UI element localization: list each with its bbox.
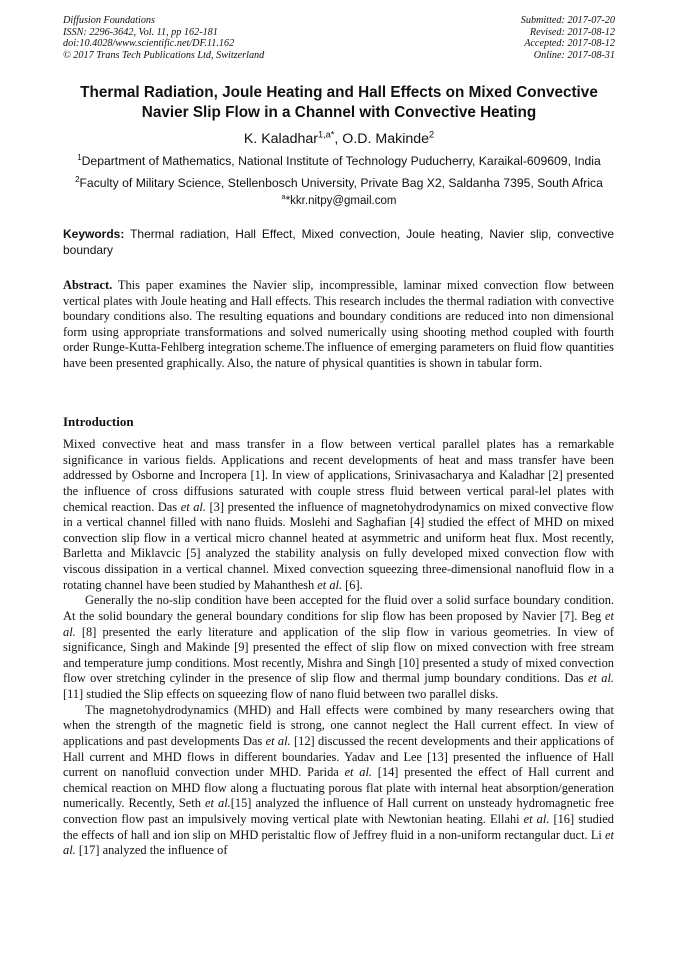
- abstract-label: Abstract.: [63, 278, 113, 292]
- introduction-body: [63, 437, 614, 859]
- journal-copyright: © 2017 Trans Tech Publications Ltd, Switzerland: [63, 49, 265, 61]
- author-superscript: 2: [429, 129, 435, 140]
- date-submitted: Submitted: 2017-07-20: [520, 15, 615, 26]
- author-list: [0, 131, 678, 147]
- text-run: Generally the no-slip condition have been accepted for the fluid over a solid surface boundary condition. At the solid boundary the general boundary conditions for slip flow has been proposed by Navier [7]. Beg: [63, 593, 614, 623]
- keywords-label: Keywords:: [63, 227, 125, 241]
- affiliation-text: Department of Mathematics, National Institute of Technology Puducherry, Karaikal-609609, India: [81, 154, 601, 168]
- text-run: The magnetohydrodynamics (MHD) and Hall effects were combined by many researchers owing that when the strength of the magnetic field is strong, one cannot neglect the Hall current effect. In view of applications and past developments Das: [63, 702, 614, 748]
- italic-run: et al.: [63, 608, 614, 639]
- abstract: [63, 278, 614, 372]
- paper-title: Thermal Radiation, Joule Heating and Hall Effects on Mixed Convective Navier Slip Flow in a Channel with Convective Heating: [80, 84, 598, 121]
- email-superscript: a: [281, 192, 286, 202]
- journal-info: [63, 15, 264, 61]
- author-separator: ,: [334, 131, 343, 147]
- affiliation-superscript: 2: [75, 174, 80, 184]
- italic-run: et al.: [63, 827, 614, 858]
- keywords: [63, 227, 614, 258]
- text-run: [14] presented the effect of Hall current and chemical reaction on MHD flow along a fluctuating porous flat plate with internal heat absorption/generation numerically. Recently, Seth: [63, 765, 614, 811]
- abstract-text: This paper examines the Navier slip, incompressible, laminar mixed convection flow between vertical plates with Joule heating and Hall effects. This research includes the thermal radiation with convective boundary conditions also. The resulting equations and boundary conditions are reduced into non dimensional form using appropriate transformations and solved numerically using shooting method coupled with fourth order Runge-Kutta-Fehlberg integration scheme.The influence of emerging parameters on fluid flow quantities have been presented graphically. Also, the nature of physical quantities is shown in tabular form.: [63, 278, 614, 370]
- italic-run: et al.: [180, 499, 206, 514]
- text-run: [16] studied the effects of hall and ion slip on MHD peristaltic flow of Jeffrey fluid in a non-uniform rectangular duct. Li: [63, 812, 614, 842]
- text-run: [6].: [342, 577, 363, 592]
- italic-run: et al.: [317, 577, 343, 592]
- text-run: [8] presented the early literature and application of the slip flow in various geometries. In view of significance, Singh and Makinde [9] presented the effect of slip flow on mixed convection with free stream and temperature jump conditions. Most recently, Mishra and Singh [10] presented a study of mixed convection flow over stretching cylinder in the presence of slip flow and thermal jump boundary conditions. Das: [63, 624, 614, 686]
- affiliation-1: [0, 154, 678, 168]
- italic-run: et al.: [523, 812, 550, 826]
- text-run: [17] analyzed the influence of: [75, 843, 228, 858]
- paragraph: [63, 703, 614, 859]
- affiliation-2: [0, 176, 678, 190]
- author-name: O.D. Makinde: [342, 131, 430, 147]
- section-heading: Introduction: [63, 414, 134, 429]
- date-revised: Revised: 2017-08-12: [529, 26, 615, 38]
- publication-dates: [521, 15, 615, 61]
- paragraph: [63, 593, 614, 702]
- date-accepted: Accepted: 2017-08-12: [524, 38, 615, 50]
- italic-run: et al.: [205, 796, 231, 811]
- text-run: [3] presented the influence of magnetohydrodynamics on mixed convective flow in a vertical channel filled with nano fluids. Moslehi and Saghafian [4] studied the effect of MHD on mixed convection slip flow in a vertical micro channel heated at asymmetric and uniform heat flux. Most recently, Barletta and Miklavcic [5] analyzed the stability analysis on fully developed mixed convection flow with viscous dissipation in a vertical channel. Mixed convection squeezing three-dimensional nanofluid flow in a rotating channel have been studied by Mahanthesh: [63, 499, 615, 592]
- paragraph: [63, 437, 614, 593]
- italic-run: et al.: [587, 671, 614, 686]
- keywords-text: Thermal radiation, Hall Effect, Mixed convection, Joule heating, Navier slip, convective boundary: [63, 227, 614, 257]
- text-run: [11] studied the Slip effects on squeezing flow of nano fluid between two parallel disks.: [63, 687, 499, 701]
- corresponding-email: [0, 192, 678, 207]
- affiliation-superscript: 1: [77, 152, 82, 162]
- author-name: K. Kaladhar: [243, 131, 318, 147]
- journal-issn: ISSN: 2296-3642, Vol. 11, pp 162-181: [63, 26, 218, 38]
- text-run: Mixed convective heat and mass transfer in a flow between vertical parallel plates has a remarkable significance in various fields. Applications and recent developments of heat and mass transfer have been addressed by Osborne and Incropera [1]. In view of applications, Srinivasacharya and Kaladhar [2] presented the influence of cross diffusions saturated with couple stress fluid between vertical paral-lel plates with chemical reaction. Das: [63, 437, 614, 514]
- author-superscript: 1,a*: [317, 129, 335, 140]
- italic-run: et al.: [344, 765, 373, 780]
- text-run: [15] analyzed the influence of Hall current on unsteady hydromagnetic free convection flow past an impulsively moving vertical plate with Newtonian heating. Ellahi: [63, 796, 615, 826]
- text-run: [12] discussed the recent developments and their applications of Hall current and MHD flows in different boundaries. Yadav and Lee [13] presented the influence of Hall current on nanofluid convection under MHD. Parida: [63, 733, 614, 780]
- italic-run: et al.: [265, 733, 291, 748]
- journal-doi: doi:10.4028/www.scientific.net/DF.11.162: [63, 38, 235, 50]
- journal-name: Diffusion Foundations: [63, 15, 155, 26]
- email-text: *kkr.nitpy@gmail.com: [285, 195, 397, 207]
- affiliation-text: Faculty of Military Science, Stellenbosch University, Private Bag X2, Saldanha 7395, South Africa: [79, 176, 603, 190]
- date-online: Online: 2017-08-31: [533, 49, 615, 61]
